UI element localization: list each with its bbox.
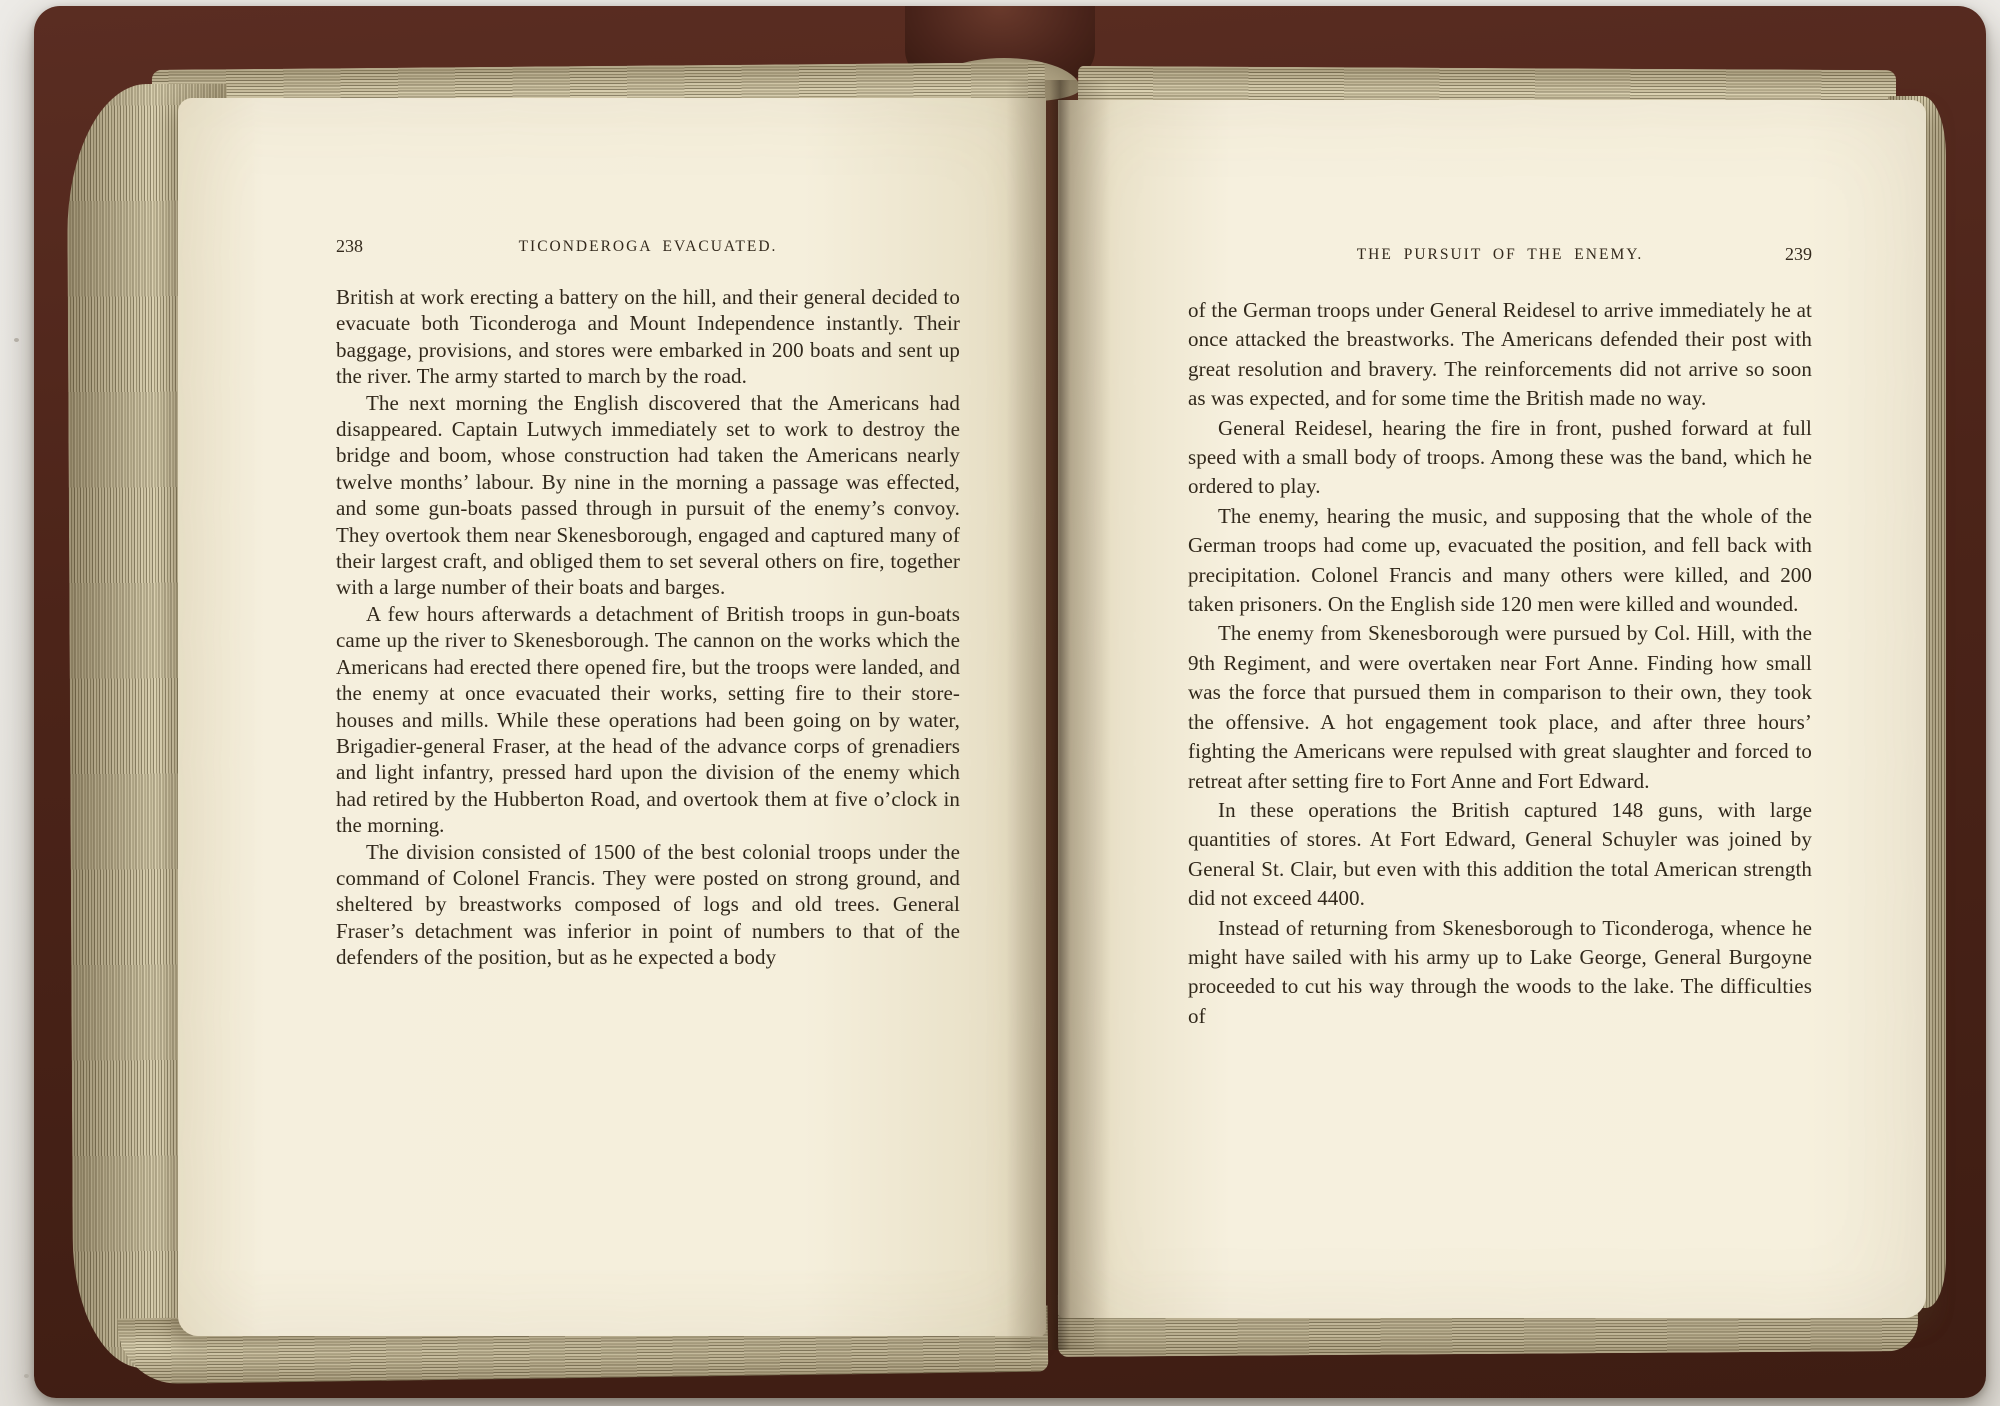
left-page-text: [336, 284, 960, 971]
book-gutter-shadow: [1006, 80, 1110, 1350]
paragraph: In these operations the British captured 148 guns, with large quantities of stores. At Fort Edward, General Schuyler was joined by General St. Clair, but even with this addition the total American strength did not exceed 4400.: [1188, 797, 1812, 911]
paragraph: British at work erecting a battery on the hill, and their general decided to evacuate both Ticonderoga and Mount Independence instantly. Their baggage, provisions, and stores were embarked in 200 boats and sent up the river. The army started to march by the road.: [336, 285, 960, 389]
left-page-header: [336, 238, 960, 268]
paragraph: Instead of returning from Skenesborough to Ticonderoga, whence he might have sailed with his army up to Lake George, General Burgoyne proceeded to cut his way through the woods to the lake. The difficulties of: [1188, 915, 1812, 1028]
right-page-text: [1188, 296, 1812, 1031]
dust-speck: [14, 338, 19, 342]
paragraph: The division consisted of 1500 of the best colonial troops under the command of Colonel Francis. They were posted on strong ground, and sheltered by breastworks composed of logs and old trees. General Fraser’s detachment was inferior in point of numbers to that of the defenders of the position, but as he expected a body: [336, 839, 960, 970]
left-page: [178, 98, 1046, 1336]
left-page-number: 238: [336, 236, 363, 256]
right-page: [1058, 100, 1926, 1318]
right-running-head: THE PURSUIT OF THE ENEMY.: [1356, 246, 1644, 263]
paragraph: A few hours afterwards a detachment of British troops in gun-boats came up the river to Skenesborough. The cannon on the works which the Americans had erected there opened fire, but the troops were landed, and the enemy at once evacuated their works, setting fire to their store-houses and mills. While these operations had been going on by water, Brigadier-general Fraser, at the head of the advance corps of grenadiers and light infantry, pressed hard upon the division of the enemy which had retired by the Hubberton Road, and overtook them at five o’clock in the morning.: [336, 601, 960, 838]
paragraph: General Reidesel, hearing the fire in front, pushed forward at full speed with a small body of troops. Among these was the band, which he ordered to play.: [1188, 415, 1812, 499]
paragraph: The enemy from Skenesborough were pursued by Col. Hill, with the 9th Regiment, and were overtaken near Fort Anne. Finding how small was the force that pursued them in comparison to their own, they took the offensive. A hot engagement took place, and after three hours’ fighting the Americans were repulsed with great slaughter and forced to retreat after setting fire to Fort Anne and Fort Edward.: [1188, 621, 1812, 793]
paragraph: The next morning the English discovered that the Americans had disappeared. Captain Lutwych immediately set to work to destroy the bridge and boom, whose construction had taken the Americans nearly twelve months’ labour. By nine in the morning a passage was effected, and some gun-boats passed through in pursuit of the enemy’s convoy. They overtook them near Skenesborough, engaged and captured many of their largest craft, and obliged them to set several others on fire, together with a large number of their boats and barges.: [336, 390, 960, 600]
right-page-number: 239: [1785, 244, 1812, 264]
right-page-header: [1188, 246, 1812, 276]
dust-speck: [24, 1374, 29, 1378]
paragraph: of the German troops under General Reidesel to arrive immediately he at once attacked the breastworks. The Americans defended their post with great resolution and bravery. The reinforcements did not arrive so soon as was expected, and for some time the British made no way.: [1188, 298, 1812, 411]
left-running-head: TICONDEROGA EVACUATED.: [518, 238, 778, 255]
paragraph: The enemy, hearing the music, and supposing that the whole of the German troops had come up, evacuated the position, and fell back with precipitation. Colonel Francis and many others were killed, and 200 taken prisoners. On the English side 120 men were killed and wounded.: [1188, 503, 1812, 617]
